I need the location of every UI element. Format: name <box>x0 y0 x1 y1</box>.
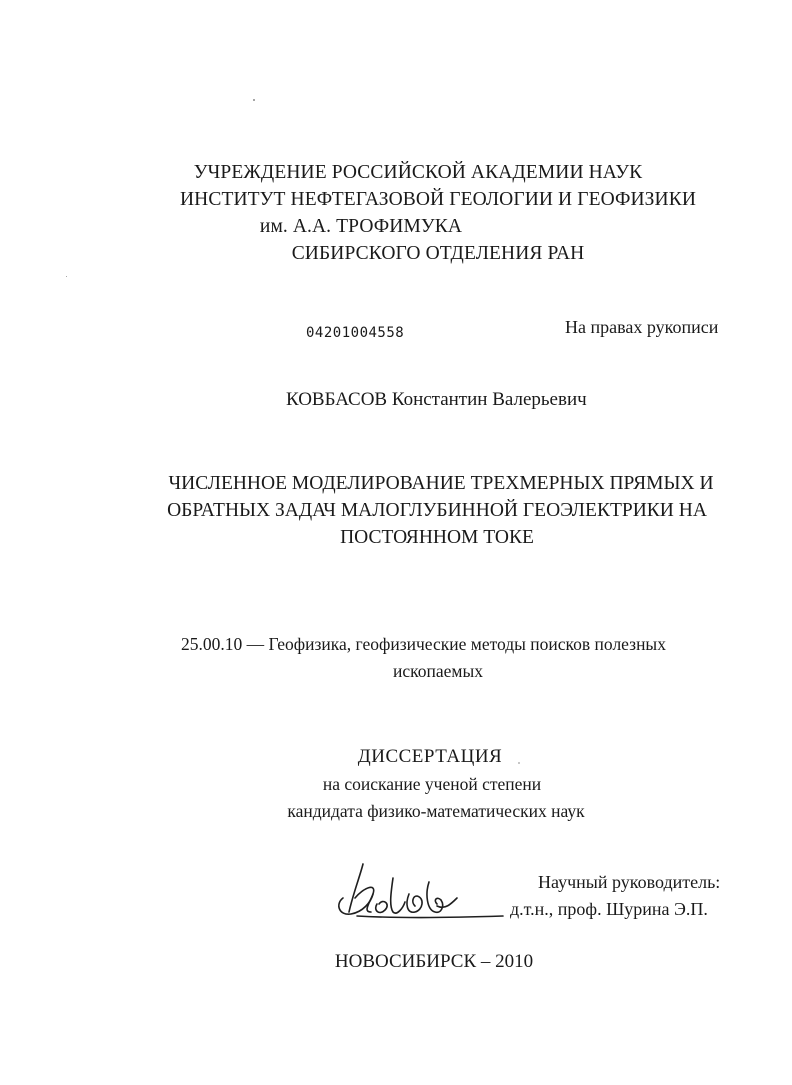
rights-notice: На правах рукописи <box>565 317 719 337</box>
specialty-line-1: 25.00.10 — Геофизика, геофизические методы поисков полезных <box>181 634 666 654</box>
scan-speck <box>66 276 67 277</box>
supervisor-name: д.т.н., проф. Шурина Э.П. <box>510 899 708 919</box>
institution-line-2: ИНСТИТУТ НЕФТЕГАЗОВОЙ ГЕОЛОГИИ И ГЕОФИЗИКИ <box>179 189 697 210</box>
specialty-line-2: ископаемых <box>393 661 483 681</box>
institution-line-3: им. А.А. ТРОФИМУКА <box>259 216 463 237</box>
thesis-title-line-3: ПОСТОЯННОМ ТОКЕ <box>340 527 534 548</box>
supervisor-label: Научный руководитель: <box>538 872 721 892</box>
institution-line-4: СИБИРСКОГО ОТДЕЛЕНИЯ РАН <box>291 243 585 264</box>
document-code: 04201004558 <box>306 325 405 341</box>
thesis-title-line-1: ЧИСЛЕННОЕ МОДЕЛИРОВАНИЕ ТРЕХМЕРНЫХ ПРЯМЫХ И <box>168 473 714 494</box>
thesis-title-line-2: ОБРАТНЫХ ЗАДАЧ МАЛОГЛУБИННОЙ ГЕОЭЛЕКТРИКИ НА <box>167 500 707 521</box>
author-name: КОВБАСОВ Константин Валерьевич <box>286 389 587 410</box>
handwritten-signature <box>333 858 513 928</box>
city-year: НОВОСИБИРСК – 2010 <box>334 951 534 972</box>
institution-line-1: УЧРЕЖДЕНИЕ РОССИЙСКОЙ АКАДЕМИИ НАУК <box>193 162 643 183</box>
scan-speck <box>253 99 255 101</box>
dissertation-degree-line: на соискание ученой степени <box>322 774 542 794</box>
dissertation-field-line: кандидата физико-математических наук <box>287 801 585 821</box>
dissertation-heading: ДИССЕРТАЦИЯ <box>357 746 503 767</box>
